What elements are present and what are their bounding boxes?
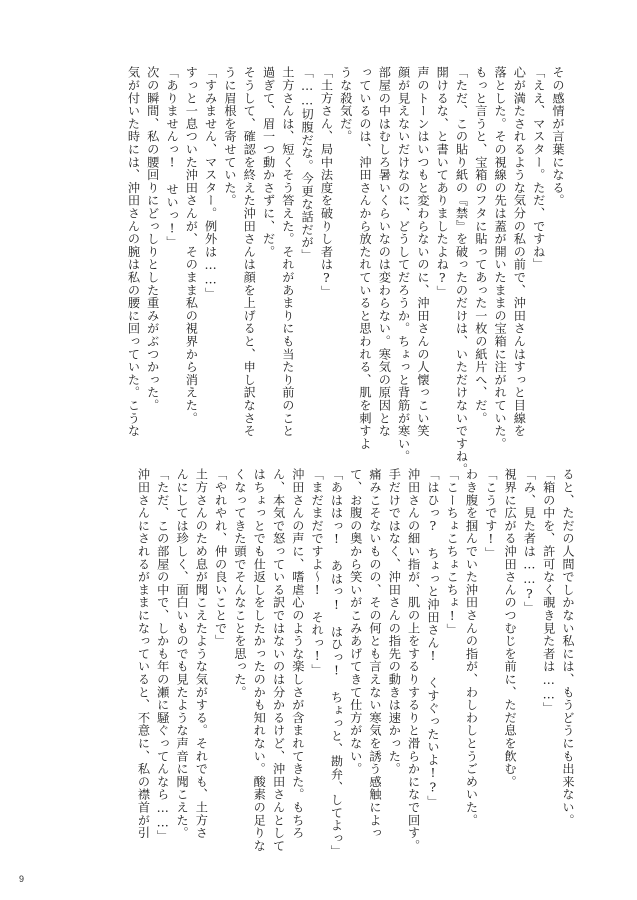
text-line: 「はひっ? ちょっと沖田さん! くすぐったいよ!?」 bbox=[425, 468, 440, 808]
text-line: 「こうです!」 bbox=[483, 468, 498, 560]
text-line: て、お腹の奥から笑いがこみあげてきて仕方がない。 bbox=[348, 468, 363, 776]
text-line: 「ええ、マスター。ただ、ですね」 bbox=[531, 66, 546, 271]
text-line: 土方さんは、短くそう答えた。それがあまりにも当たり前のこと bbox=[280, 66, 295, 438]
text-line: 「すみません、マスター。例外は……」 bbox=[203, 66, 218, 300]
text-line: くなってきた頭でそんなことを思った。 bbox=[232, 468, 247, 699]
text-line: んにしては珍しく、面白いものでも見たような声音に聞こえた。 bbox=[175, 468, 190, 840]
text-line: そうして、確認を終えた沖田さんは顔を上げると、申し訳なさそ bbox=[242, 66, 257, 438]
text-line: 「箱の中を、許可なく覗き見た者は……」 bbox=[541, 468, 556, 715]
text-line: 沖田さんの細い指が、肌の上をするりするりと滑らかになで回す。 bbox=[406, 468, 421, 852]
text-line: 沖田さんの声に、嗜虐心のような楽しさが含まれてきた。もちろ bbox=[290, 468, 305, 840]
text-line: 声のトーンはいつもと変わらないのに、沖田さんの人懐っこい笑 bbox=[415, 66, 430, 438]
text-line: 次の瞬間、私の腰回りにどっしりとした重みがぶつかった。 bbox=[145, 66, 160, 412]
text-line: 沖田さんにされるがままになっていると、不意に、私の襟首が引 bbox=[136, 468, 151, 840]
text-line: 「あははっ! あはっ! はひっ! ちょっと、勘弁、してよっ」 bbox=[329, 468, 344, 858]
text-line: 気が付いた時には、沖田さんの腕は私の腰に回っていた。こうな bbox=[126, 66, 141, 438]
text-line: 顔が見えないだけなのに、どうしてだろうか。ちょっと背筋が寒い。 bbox=[396, 66, 411, 463]
text-line: 痛みこそないものの、その何とも言えない寒気を誘う感触によっ bbox=[368, 468, 383, 840]
text-line: 「まだまだですよ〜! それっ!」 bbox=[310, 468, 325, 677]
text-line: 「ありませんっ! せいっ!」 bbox=[165, 66, 180, 249]
text-line: 「ただ、この貼り紙の『禁』を破ったのだけは、いただけないですね。 bbox=[454, 66, 469, 476]
text-line: 手だけではなく、沖田さんの指先の動きは速かった。 bbox=[387, 468, 402, 776]
text-line: 「……切腹だな。今更な話だが」 bbox=[300, 66, 315, 262]
text-line: すっと一息ついた沖田さんが、そのまま私の視界から消えた。 bbox=[184, 66, 199, 425]
text-line: 「ただ、この部屋の中で、しかも年の瀬に騒ぐってんなら……」 bbox=[155, 468, 170, 843]
text-line: 落とした。その視線の先は蓋が開いたままの宝箱に注がれていた。 bbox=[493, 66, 508, 450]
lower-text-block bbox=[133, 468, 577, 858]
text-line: もっと言うと、宝箱のフタに貼ってあった一枚の紙片へ、だ。 bbox=[473, 66, 488, 425]
text-line: 部屋の中はむしろ暑いくらいなのは変わらない。寒気の原因とな bbox=[377, 66, 392, 438]
text-line: っているのは、沖田さんから放たれていると思われる、肌を刺すよ bbox=[358, 66, 373, 450]
text-line: 「こーちょこちょこちょ!」 bbox=[445, 468, 460, 637]
text-line: うに眉根を寄せていた。 bbox=[222, 66, 237, 207]
text-line: その感情が言葉になる。 bbox=[551, 66, 565, 207]
text-line: 過ぎて、眉一つ動かさずに、だ。 bbox=[261, 66, 276, 258]
text-line: 「み、見た者は……?」 bbox=[522, 468, 537, 615]
upper-text-block bbox=[123, 66, 567, 476]
text-line: 心が満たされるような気分の私の前で、沖田さんはすっと目線を bbox=[512, 66, 527, 438]
text-line: わき腹を掴んでいた沖田さんの指が、わしわしとうごめいた。 bbox=[464, 468, 479, 827]
text-line: 土方さんのため息が聞こえたような気がする。それでも、土方さ bbox=[194, 468, 209, 840]
text-line: 「土方さん、局中法度を破りし者は?」 bbox=[319, 66, 334, 299]
text-line: 開けるな、と書いてありましたよね?」 bbox=[435, 66, 450, 299]
text-line: はちょっとでも仕返しをしたかったのかも知れない。酸素の足りな bbox=[252, 468, 267, 852]
text-line: ん、本気で怒っている訳ではないのは分かるけど、沖田さんとして bbox=[271, 468, 286, 852]
page-number: 9 bbox=[19, 874, 25, 884]
text-line: うな殺気だ。 bbox=[338, 66, 353, 143]
text-line: 視界に広がる沖田さんのつむじを前に、ただ息を飲む。 bbox=[503, 468, 518, 788]
text-line: 「やれやれ、仲の良いことで」 bbox=[213, 468, 228, 648]
text-line: ると、ただの人間でしかない私には、もうどうにも出来ない。 bbox=[561, 468, 575, 827]
